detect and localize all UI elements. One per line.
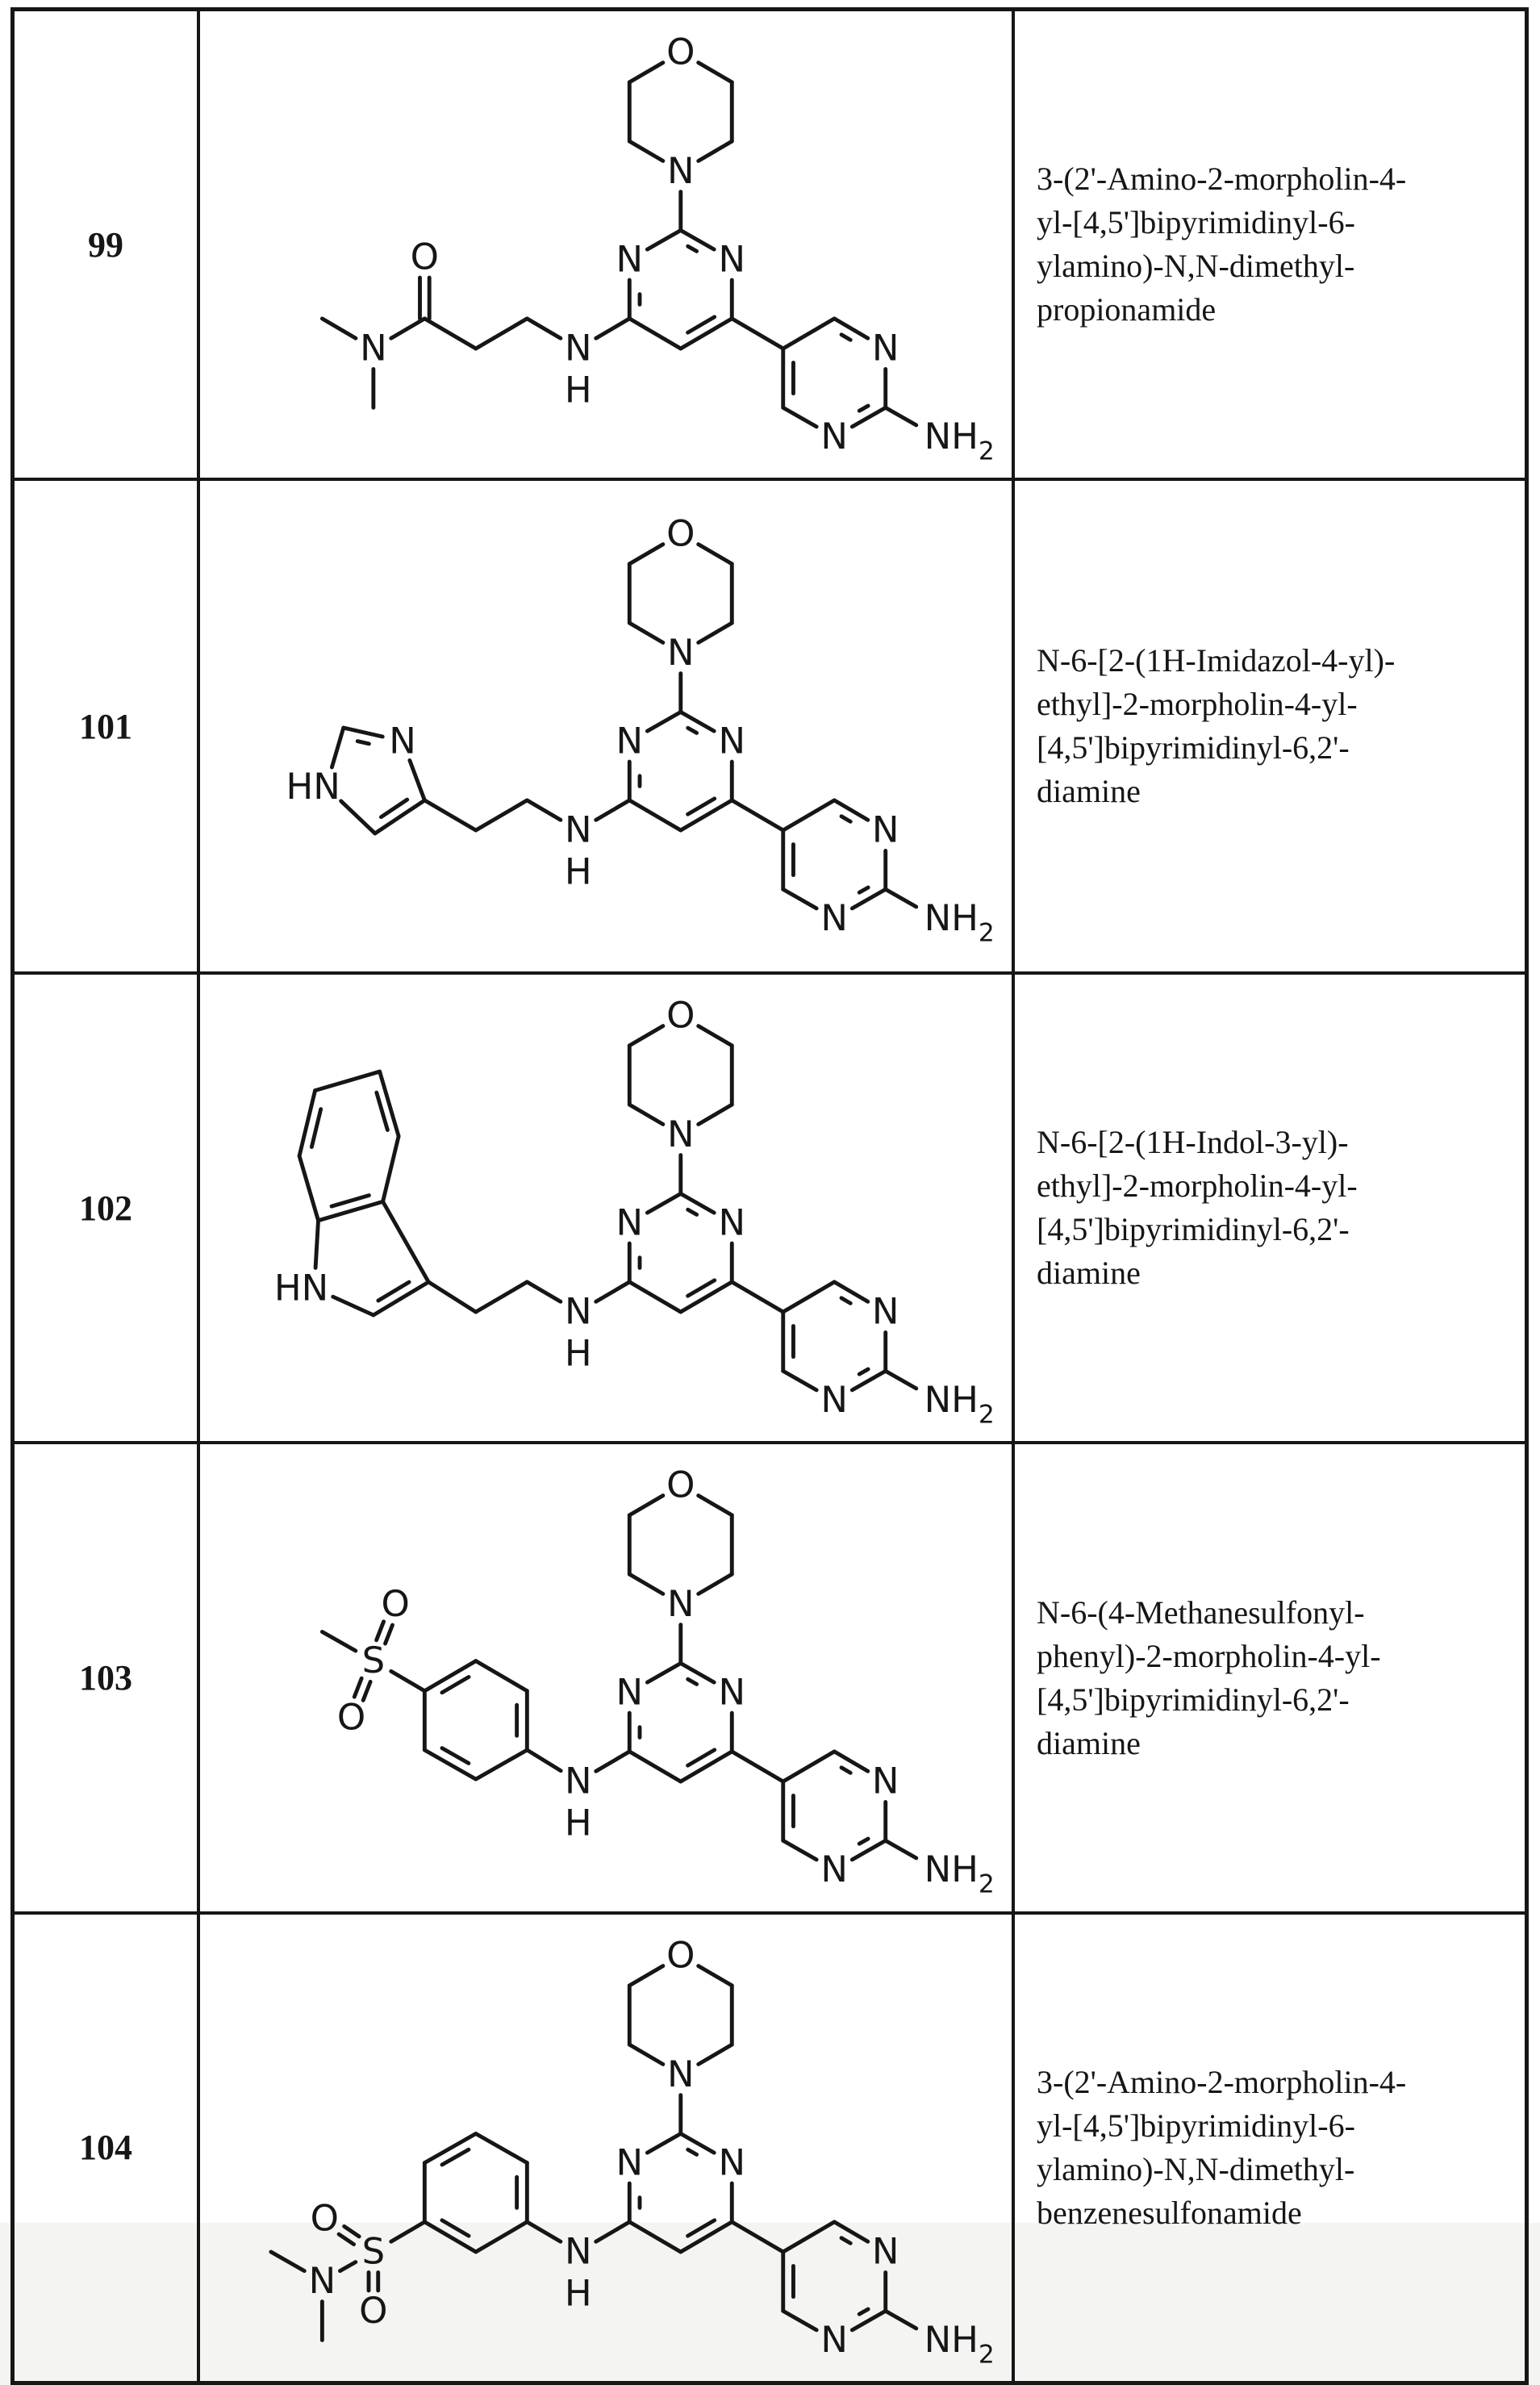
- svg-text:N: N: [565, 326, 592, 370]
- svg-text:O: O: [381, 1582, 410, 1626]
- compound-number-text: 103: [79, 1658, 132, 1698]
- chemical-structure-drawing: [200, 975, 1012, 1441]
- svg-text:O: O: [666, 30, 695, 73]
- svg-text:N: N: [616, 1670, 644, 1714]
- svg-text:N: N: [718, 1670, 746, 1714]
- compound-table: [10, 7, 1529, 2385]
- svg-text:N: N: [871, 1289, 899, 1333]
- svg-text:NH2: $NH_2$: [924, 2317, 995, 2370]
- svg-text:HN: HN: [286, 765, 340, 808]
- svg-text:N: N: [820, 896, 849, 940]
- svg-text:O: O: [666, 993, 695, 1037]
- svg-text:N: N: [871, 326, 899, 370]
- svg-text:N: N: [666, 148, 695, 192]
- svg-text:N: N: [718, 719, 746, 762]
- svg-text:N: N: [565, 2229, 592, 2273]
- svg-text:NH2: $NH_2$: [924, 1378, 995, 1430]
- compound-number: [13, 10, 199, 480]
- svg-text:N: N: [666, 631, 695, 675]
- svg-text:S: S: [361, 1639, 386, 1682]
- chemical-structure-drawing: [200, 1915, 1012, 2381]
- compound-number-text: 99: [88, 224, 123, 265]
- svg-text:N: N: [308, 2258, 336, 2302]
- svg-text:N: N: [666, 2052, 695, 2095]
- name-cell: [1013, 973, 1527, 1443]
- table-row: [13, 10, 1527, 480]
- svg-text:N: N: [820, 415, 849, 458]
- structure-cell: [198, 479, 1013, 973]
- svg-text:H: H: [564, 368, 592, 411]
- name-cell: [1013, 1443, 1527, 1912]
- svg-text:N: N: [565, 1289, 592, 1333]
- svg-text:N: N: [718, 237, 746, 281]
- compound-name: N-6-(4-Methanesulfonyl- phenyl)-2-morpholin-4-yl- [4,5']bipyrimidinyl-6,2'- diamine: [1037, 1593, 1381, 1761]
- table-row: [13, 1913, 1527, 2383]
- svg-text:N: N: [718, 2140, 746, 2183]
- svg-text:NH2: $NH_2$: [924, 1848, 995, 1900]
- svg-text:H: H: [564, 1331, 592, 1375]
- svg-text:S: S: [361, 2229, 386, 2273]
- svg-text:NH2: $NH_2$: [924, 415, 995, 466]
- svg-text:N: N: [871, 808, 899, 851]
- compound-number-text: 102: [79, 1188, 132, 1228]
- svg-text:N: N: [616, 719, 644, 762]
- svg-text:N: N: [666, 1582, 695, 1626]
- svg-text:N: N: [616, 2140, 644, 2183]
- chemical-structure-drawing: [200, 493, 1012, 959]
- svg-text:N: N: [389, 719, 416, 762]
- structure-cell: [198, 973, 1013, 1443]
- svg-text:H: H: [564, 1801, 592, 1844]
- svg-text:N: N: [616, 237, 644, 281]
- structure-cell: [198, 1443, 1013, 1912]
- svg-text:N: N: [616, 1201, 644, 1244]
- svg-text:O: O: [666, 512, 695, 555]
- compound-name: N-6-[2-(1H-Imidazol-4-yl)- ethyl]-2-morpholin-4-yl- [4,5']bipyrimidinyl-6,2'- diamine: [1037, 642, 1396, 810]
- svg-text:N: N: [820, 2317, 849, 2361]
- name-cell: [1013, 10, 1527, 480]
- name-cell: [1013, 1913, 1527, 2383]
- chemical-structure-drawing: [200, 1444, 1012, 1911]
- compound-number: [13, 973, 199, 1443]
- svg-text:O: O: [666, 1933, 695, 1977]
- compound-number-text: 101: [79, 706, 132, 746]
- structure-cell: [198, 10, 1013, 480]
- compound-name: 3-(2'-Amino-2-morpholin-4- yl-[4,5']bipyrimidinyl-6- ylamino)-N,N-dimethyl- propionamide: [1037, 161, 1407, 328]
- compound-number: [13, 1443, 199, 1912]
- svg-text:O: O: [359, 2288, 388, 2332]
- compound-number: [13, 479, 199, 973]
- svg-text:N: N: [820, 1848, 849, 1891]
- compound-number-text: 104: [79, 2128, 132, 2168]
- svg-text:O: O: [666, 1463, 695, 1506]
- svg-text:NH2: $NH_2$: [924, 896, 995, 948]
- compound-number: [13, 1913, 199, 2383]
- structure-cell: [198, 1913, 1013, 2383]
- svg-text:O: O: [336, 1695, 366, 1739]
- svg-text:N: N: [360, 326, 387, 370]
- svg-text:H: H: [564, 2271, 592, 2315]
- svg-text:N: N: [565, 808, 592, 851]
- svg-text:O: O: [310, 2196, 339, 2240]
- svg-text:O: O: [410, 235, 440, 278]
- name-cell: [1013, 479, 1527, 973]
- svg-text:N: N: [565, 1760, 592, 1803]
- svg-text:N: N: [666, 1113, 695, 1156]
- svg-text:HN: HN: [273, 1266, 329, 1309]
- svg-text:N: N: [718, 1201, 746, 1244]
- svg-text:H: H: [564, 850, 592, 893]
- svg-text:N: N: [820, 1378, 849, 1422]
- table-row: [13, 479, 1527, 973]
- compound-name: N-6-[2-(1H-Indol-3-yl)- ethyl]-2-morpholin-4-yl- [4,5']bipyrimidinyl-6,2'- diamine: [1037, 1124, 1358, 1292]
- table-row: [13, 973, 1527, 1443]
- compound-name: 3-(2'-Amino-2-morpholin-4- yl-[4,5']bipyrimidinyl-6- ylamino)-N,N-dimethyl- benzenesulfonamide: [1037, 2063, 1407, 2231]
- svg-text:N: N: [871, 1760, 899, 1803]
- chemical-structure-drawing: [200, 11, 1012, 478]
- svg-text:N: N: [871, 2229, 899, 2273]
- table-row: [13, 1443, 1527, 1912]
